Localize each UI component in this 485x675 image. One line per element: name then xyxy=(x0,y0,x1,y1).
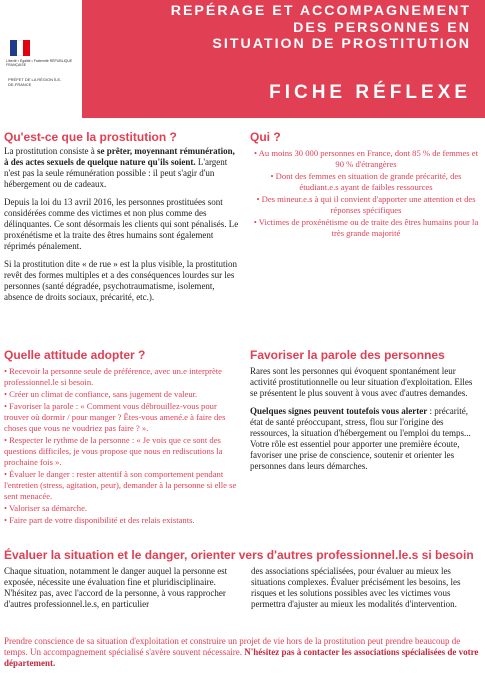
title-line-2: DES PERSONNES EN xyxy=(293,19,471,36)
list-item: • Au moins 30 000 personnes en France, dont 85 % de femmes et 90 % d'étrangères xyxy=(250,148,482,170)
list-item: • Favoriser la parole : « Comment vous débrouillez-vous pour trouver où dormir / pour manger ? Êtes-vous amené.e à faire des choses que vous ne voudriez pas faire ? ». xyxy=(4,401,240,434)
section-parole xyxy=(250,348,482,479)
section-evaluer xyxy=(4,548,482,610)
section-attitude xyxy=(4,348,240,527)
section-heading: Qu'est-ce que la prostitution ? xyxy=(4,130,177,144)
paragraph-definition xyxy=(4,146,240,190)
list-item: • Des mineur.e.s à qui il convient d'apporter une attention et des réponses spécifiques xyxy=(250,194,482,216)
bold-text: N'hésitez pas à contacter les associations spécialisées de votre département. xyxy=(4,647,479,668)
two-column-text xyxy=(4,566,482,610)
bold-text: Quelques signes peuvent toutefois vous alerter xyxy=(250,406,428,416)
section-prostitution xyxy=(4,130,240,310)
evaluer-left-column: Chaque situation, notamment le danger auquel la personne est exposée, nécessite une évaluation fine et pluridisciplinaire. N'hésitez pas, avec l'accord de la personne, à vous rapprocher d'autres professionnel.le.s, en particulier xyxy=(4,566,228,609)
logo-prefet-label: PRÉFET DE LA RÉGION ÎLE-DE-FRANCE xyxy=(8,77,62,87)
document-subtitle: FICHE RÉFLEXE xyxy=(269,82,471,103)
marianne-flag-icon xyxy=(10,40,30,56)
document-title xyxy=(81,3,471,53)
paragraph-forms: Si la prostitution dite « de rue » est la plus visible, la prostitution revêt des formes multiples et a des conséquences lourdes sur les personnes (santé dégradée, psychotraumatisme, isolement, absence de droits sociaux, précarité, etc.). xyxy=(4,259,237,302)
list-item: • Valoriser sa démarche. xyxy=(4,503,240,514)
text: Prendre conscience de sa situation d'exploitation et construire un projet de vie hors de la prostitution peut prendre beaucoup de temps. Un accompagnement spécialisé s'avère souvent nécessaire. xyxy=(4,636,461,657)
list-item: • Recevoir la personne seule de préférence, avec un.e interprète professionnel.le si besoin. xyxy=(4,366,240,388)
section-qui xyxy=(250,130,482,240)
section-heading: Quelle attitude adopter ? xyxy=(4,348,146,362)
list-item: • Dont des femmes en situation de grande précarité, des étudiant.e.s ayant de faibles ressources xyxy=(250,171,482,193)
paragraph-parole-intro: Rares sont les personnes qui évoquent spontanément leur activité prostitutionnelle ou leur situation d'exploitation. Elles se présentent le plus souvent à vous avec d'autres demandes. xyxy=(250,366,473,398)
section-heading: Qui ? xyxy=(250,130,281,144)
paragraph-law: Depuis la loi du 13 avril 2016, les personnes prostituées sont considérées comme des victimes et non plus comme des délinquantes. Ce sont désormais les clients qui sont pénalisés. Le proxénétisme et la traite des êtres humains sont également réprimés pénalement. xyxy=(4,197,239,251)
prefecture-logo xyxy=(0,0,82,118)
section-heading: Favoriser la parole des personnes xyxy=(250,348,445,362)
text: La prostitution consiste à xyxy=(4,146,97,156)
list-item: • Faire part de votre disponibilité et des relais existants. xyxy=(4,515,240,526)
section-heading: Évaluer la situation et le danger, orienter vers d'autres professionnel.le.s si besoin xyxy=(4,548,474,562)
header-banner xyxy=(0,0,485,118)
list-item: • Respecter le rythme de la personne : « Je vois que ce sont des questions difficiles, je vous propose que nous en rediscutions la prochaine fois ». xyxy=(4,435,240,468)
footer-note xyxy=(4,636,482,669)
list-item: • Évaluer le danger : rester attentif à son comportement pendant l'entretien (stress, agitation, peur), demander à la personne si elle se sent menacée. xyxy=(4,469,240,502)
text: L'argent n'est pas la seule rémunération possible : il peut s'agir d'un hébergement ou de cadeaux. xyxy=(4,157,228,189)
bold-text: se prêter, moyennant rémunération, à des actes sexuels de quelque nature qu'ils soient. xyxy=(4,146,235,167)
list-item: • Créer un climat de confiance, sans jugement de valeur. xyxy=(4,389,240,400)
text: : précarité, état de santé préoccupant, stress, flou sur l'origine des ressources, la situation d'hébergement ou l'emploi du temps... Votre rôle est essentiel pour apporter une première écoute, favoriser une prise de conscience, soutenir et orienter les personnes dans leurs démarches. xyxy=(250,406,471,471)
evaluer-right-column: des associations spécialisées, pour évaluer au mieux les situations complexes. Évaluer précisément les besoins, les risques et les solutions possibles avec les victimes vous permettra d'ajuster au mieux les modalités d'intervention. xyxy=(251,566,461,609)
title-line-3: SITUATION DE PROSTITUTION xyxy=(212,36,471,52)
paragraph-signes xyxy=(250,406,482,472)
list-item: • Victimes de proxénétisme ou de traite des êtres humains pour la très grande majorité xyxy=(250,217,482,239)
title-line-1: REPÉRAGE ET ACCOMPAGNEMENT xyxy=(170,3,471,19)
logo-motto: Liberté • Égalité • Fraternité RÉPUBLIQUE FRANÇAISE xyxy=(6,59,73,67)
